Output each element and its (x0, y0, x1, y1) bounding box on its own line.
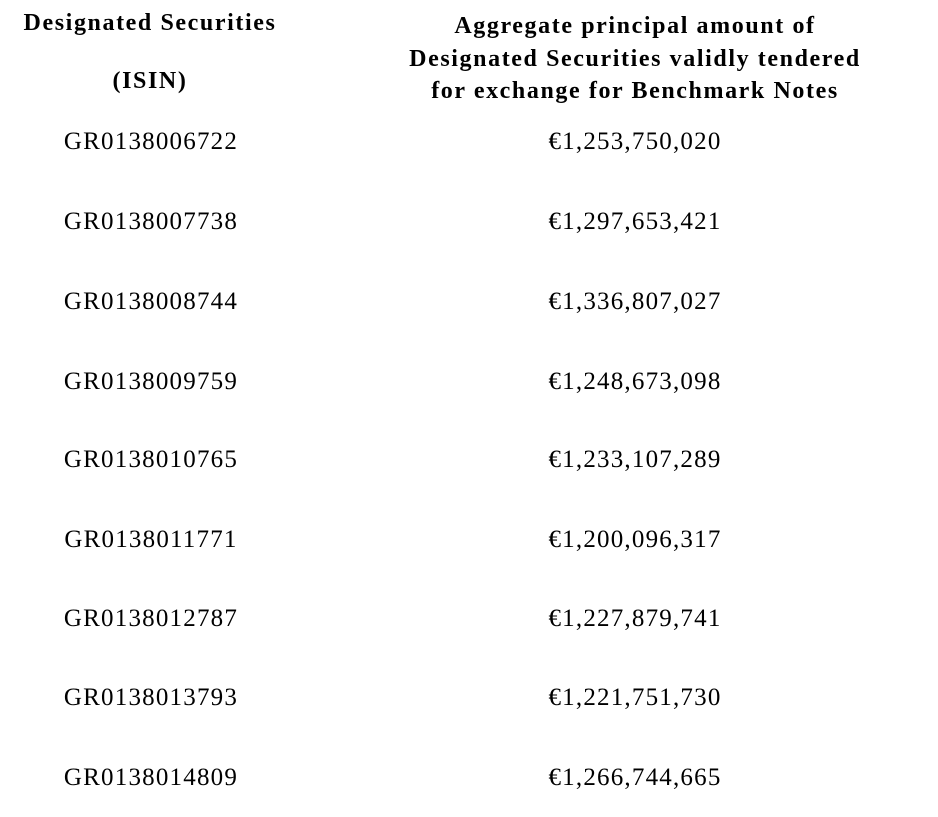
table-row (0, 446, 938, 486)
table-row (0, 288, 938, 328)
isin-column-subheader: (ISIN) (112, 68, 188, 94)
amount-cell: €1,266,744,665 (548, 764, 722, 791)
table-row (0, 764, 938, 804)
amount-cell: €1,297,653,421 (548, 208, 722, 235)
isin-cell: GR0138011771 (64, 526, 238, 553)
table-row (0, 684, 938, 724)
table-row (0, 208, 938, 248)
amount-cell: €1,221,751,730 (548, 684, 722, 711)
table-row (0, 526, 938, 566)
amount-column-header (385, 10, 885, 108)
table-row (0, 368, 938, 408)
isin-cell: GR0138012787 (63, 605, 239, 632)
amount-cell: €1,233,107,289 (548, 446, 722, 473)
amount-cell: €1,253,750,020 (548, 128, 722, 155)
amount-header-line: Aggregate principal amount of (454, 13, 816, 39)
isin-cell: GR0138014809 (63, 764, 239, 791)
isin-cell: GR0138010765 (63, 446, 239, 473)
isin-cell: GR0138008744 (63, 288, 239, 315)
amount-cell: €1,200,096,317 (548, 526, 722, 553)
amount-cell: €1,227,879,741 (548, 605, 722, 632)
amount-header-line: Designated Securities validly tendered (409, 45, 861, 72)
amount-cell: €1,248,673,098 (548, 368, 722, 395)
isin-column-header: Designated Securities (23, 10, 277, 36)
amount-header-line: for exchange for Benchmark Notes (431, 78, 839, 104)
isin-cell: GR0138007738 (63, 208, 239, 235)
table-row (0, 128, 938, 168)
isin-cell: GR0138009759 (63, 368, 239, 395)
isin-cell: GR0138013793 (63, 684, 239, 711)
table-row (0, 605, 938, 645)
amount-cell: €1,336,807,027 (548, 288, 722, 315)
isin-cell: GR0138006722 (63, 128, 239, 155)
